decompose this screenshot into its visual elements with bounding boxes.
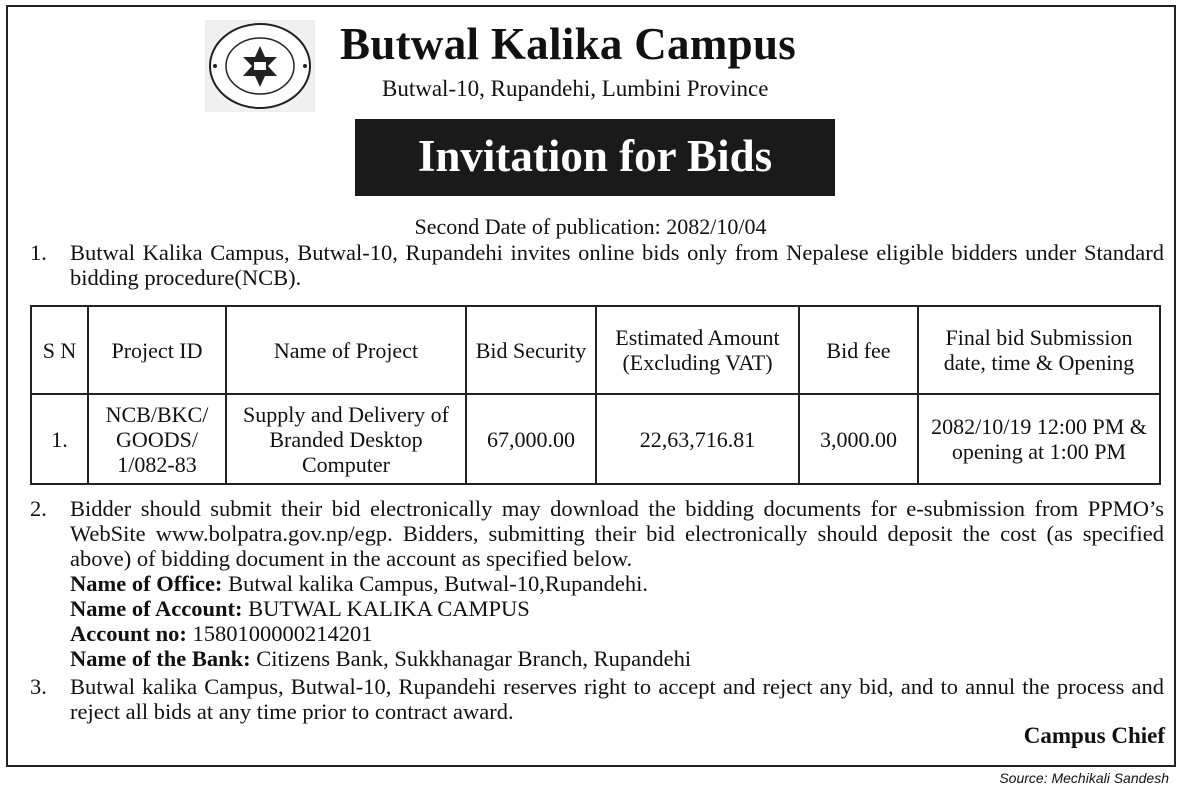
clause-text: Butwal Kalika Campus, Butwal-10, Rupandehi invites online bids only from Nepalese eligible bidders under Standard bidding procedure(NCB).: [70, 240, 1164, 290]
detail-account-name: [70, 596, 1164, 621]
cell-estimated-amount: 22,63,716.81: [596, 394, 799, 484]
clause-number: 1.: [30, 240, 47, 265]
detail-account-no: [70, 621, 1164, 646]
detail-label: Name of Account:: [70, 596, 243, 621]
detail-value: BUTWAL KALIKA CAMPUS: [242, 596, 530, 621]
cell-project-name: Supply and Delivery of Branded Desktop Computer: [226, 394, 466, 484]
campus-name: Butwal Kalika Campus: [340, 19, 797, 69]
detail-label: Name of Office:: [70, 571, 223, 596]
clause-text: Butwal kalika Campus, Butwal-10, Rupandehi reserves right to accept and reject any bid, and to annul the process and reject all bids at any time prior to contract award.: [70, 674, 1164, 724]
source-credit: Source: Mechikali Sandesh: [999, 770, 1169, 786]
detail-label: Account no:: [70, 621, 187, 646]
detail-value: 1580100000214201: [186, 621, 373, 646]
detail-value: Citizens Bank, Sukkhanagar Branch, Rupandehi: [250, 646, 692, 671]
col-header: Estimated Amount (Excluding VAT): [596, 306, 799, 394]
detail-office: [70, 571, 1164, 596]
bid-table: [30, 305, 1161, 485]
clause-number: 3.: [30, 674, 47, 699]
cell-project-id: NCB/BKC/ GOODS/ 1/082-83: [88, 394, 226, 484]
campus-logo: [205, 20, 315, 112]
col-header: Name of Project: [226, 306, 466, 394]
col-header: S N: [31, 306, 88, 394]
detail-value: Butwal kalika Campus, Butwal-10,Rupandehi.: [222, 571, 649, 596]
col-header: Project ID: [88, 306, 226, 394]
clause-3: [30, 674, 1164, 724]
cell-submission-date: 2082/10/19 12:00 PM & opening at 1:00 PM: [918, 394, 1160, 484]
col-header: Bid Security: [466, 306, 596, 394]
cell-bid-security: 67,000.00: [466, 394, 596, 484]
account-details: [70, 571, 1164, 671]
notice-banner: Invitation for Bids: [355, 119, 835, 196]
clause-2: [30, 496, 1164, 671]
clause-number: 2.: [30, 496, 47, 521]
table-row: [31, 394, 1160, 484]
col-header: Bid fee: [799, 306, 918, 394]
campus-address: Butwal-10, Rupandehi, Lumbini Province: [382, 76, 769, 101]
cell-sn: 1.: [31, 394, 88, 484]
detail-bank: [70, 646, 1164, 671]
cell-bid-fee: 3,000.00: [799, 394, 918, 484]
col-header: Final bid Submission date, time & Opening: [918, 306, 1160, 394]
signature: Campus Chief: [1023, 723, 1165, 748]
table-header-row: [31, 306, 1160, 394]
detail-label: Name of the Bank:: [70, 646, 251, 671]
clause-text: Bidder should submit their bid electronically may download the bidding documents for e-submission from PPMO’s WebSite www.bolpatra.gov.np/egp. Bidders, submitting their bid electronically should deposit the cost (as specified above) of bidding document in the account as specified below.: [70, 496, 1164, 571]
publication-date: Second Date of publication: 2082/10/04: [414, 214, 767, 239]
clause-1: [30, 240, 1164, 290]
